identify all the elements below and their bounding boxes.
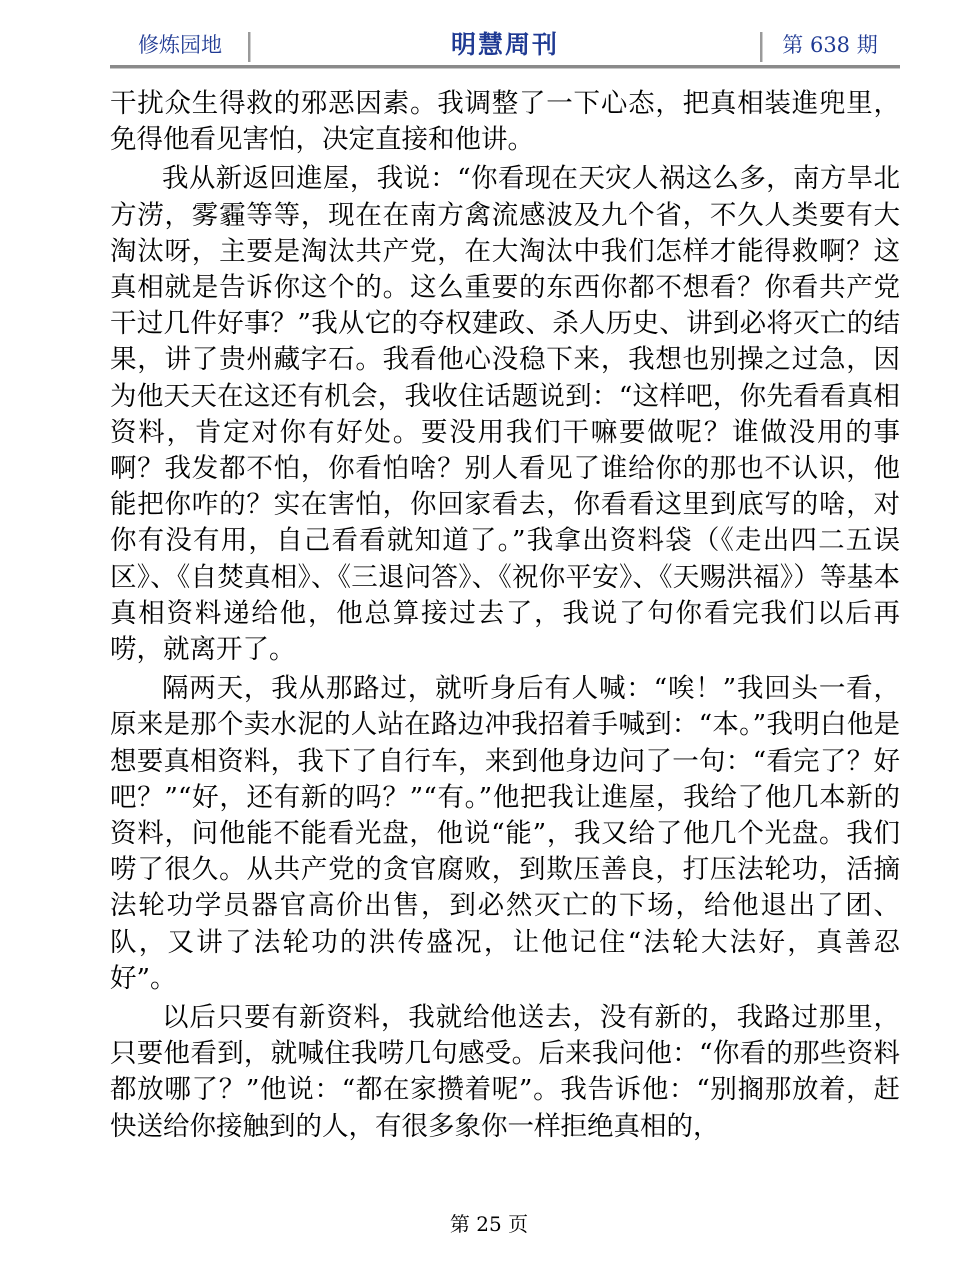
- paragraph: 我从新返回進屋，我说：“你看现在天灾人祸这么多，南方旱北方涝，雾霾等等，现在在南方禽流感波及九个省，不久人类要有大淘汰呀，主要是淘汰共产党，在大淘汰中我们怎样才能得救啊？这真相就是告诉你这个的。这么重要的东西你都不想看？你看共产党干过几件好事？”我从它的夺权建政、杀人历史、讲到必将灭亡的结果，讲了贵州藏字石。我看他心没稳下来，我想也别操之过急，因为他天天在这还有机会，我收住话题说到：“这样吧，你先看看真相资料，肯定对你有好处。要没用我们干嘛要做呢？谁做没用的事啊？我发都不怕，你看怕啥？别人看见了谁给你的那也不认识，他能把你咋的？实在害怕，你回家看去，你看看这里到底写的啥，对你有没有用，自己看看就知道了。”我拿出资料袋（《走出四二五误区》、《自焚真相》、《三退问答》、《祝你平安》、《天赐洪福》）等基本真相资料递给他，他总算接过去了，我说了句你看完我们以后再唠，就离开了。: [110, 163, 900, 666]
- article-body: [110, 86, 900, 1148]
- paragraph: 以后只要有新资料，我就给他送去，没有新的，我路过那里，只要他看到，就喊住我唠几句感受。后来我问他：“你看的那些资料都放哪了？”他说：“都在家攒着呢”。我告诉他：“别搁那放着，赶快送给你接触到的人，有很多象你一样拒绝真相的，: [110, 1002, 900, 1142]
- header-rule: [110, 65, 900, 69]
- page-number: 第 25 页: [449, 1212, 529, 1236]
- page-header: [110, 26, 900, 68]
- publication-title: 明慧周刊: [450, 30, 559, 59]
- paragraph: 隔两天，我从那路过，就听身后有人喊：“唉！”我回头一看，原来是那个卖水泥的人站在路边冲我招着手喊到：“本。”我明白他是想要真相资料，我下了自行车，来到他身边问了一句：“看完了？好吧？”“好，还有新的吗？”“有。”他把我让進屋，我给了他几本新的资料，问他能不能看光盘，他说“能”，我又给了他几个光盘。我们唠了很久。从共产党的贪官腐败，到欺压善良，打压法轮功，活摘法轮功学员器官高价出售，到必然灭亡的下场，给他退出了团、队，又讲了法轮功的洪传盛况，让他记住“法轮大法好，真善忍好”。: [110, 673, 900, 994]
- section-name: 修炼园地: [138, 33, 222, 57]
- issue-number: 第 638 期: [782, 33, 878, 57]
- paragraph-continued: 干扰众生得救的邪恶因素。我调整了一下心态，把真相装進兜里，免得他看见害怕，决定直接和他讲。: [110, 88, 900, 156]
